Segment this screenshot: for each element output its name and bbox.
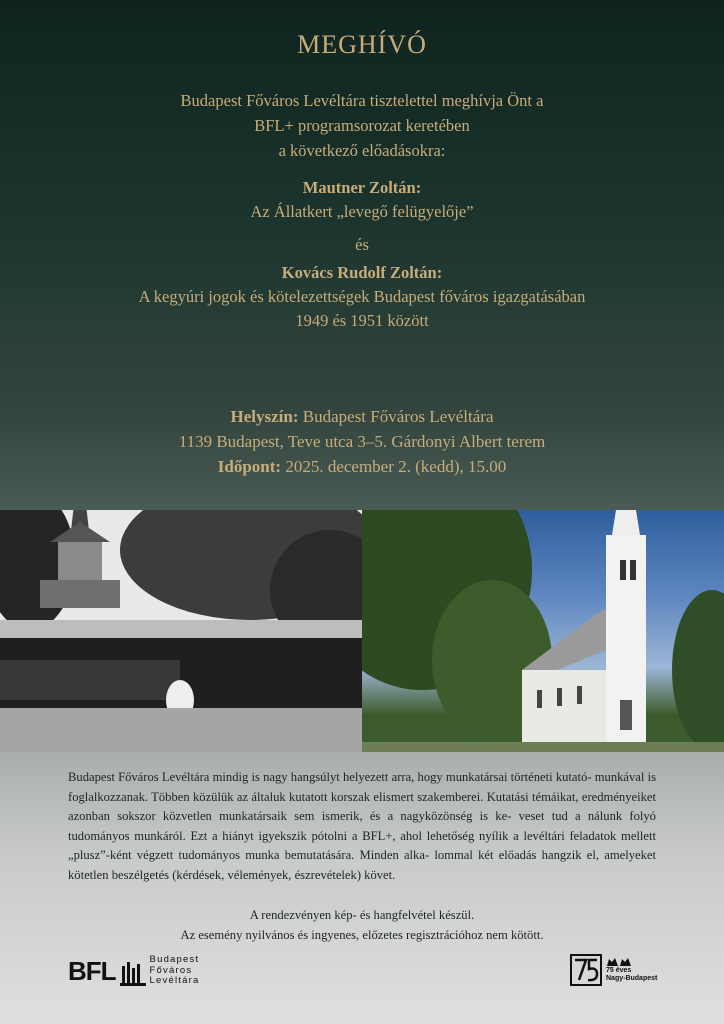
building-skyline-icon (120, 956, 146, 986)
description-line-5: nyílik a levéltári feladatok mellett „plusz”-ként végzett tudományos munka bemutatására. Minden alka- (68, 828, 656, 862)
bfl-logo-line-2: Főváros (149, 964, 193, 976)
nagy-budapest-label: Nagy-Budapest (606, 975, 658, 982)
photo-strip (0, 450, 724, 752)
description-line-1: Budapest Főváros Levéltára mindig is nagy hangsúlyt helyezett arra, hogy munkatársai történeti kutató- (68, 770, 592, 784)
zoo-pavilion-illustration (0, 510, 362, 752)
invitation-title: MEGHÍVÓ (297, 30, 427, 59)
talk-2-title-line-1: A kegyúri jogok és kötelezettségek Budapest főváros igazgatásában (138, 287, 586, 306)
venue-address: 1139 Budapest, Teve utca 3–5. Gárdonyi Albert terem (178, 432, 546, 451)
description-paragraph (68, 768, 656, 885)
nagy-budapest-logo-text (606, 967, 657, 984)
venue-name: Budapest Főváros Levéltára (302, 407, 494, 426)
talk-1 (0, 176, 724, 224)
event-time: 2025. december 2. (kedd), 15.00 (285, 457, 507, 476)
intro-line-1: Budapest Főváros Levéltára tisztelettel meghívja Önt a (180, 91, 544, 110)
coat-of-arms-icon (606, 957, 632, 967)
intro-line-3: a következő előadásokra: (278, 141, 446, 160)
notice-block (0, 906, 724, 945)
bfl-logo-line-3: Levéltára (149, 975, 200, 987)
anniversary-label: 75 éves (606, 966, 632, 974)
description-line-4: veset tud a nálunk folyó tudományos munkáról. Ezt a hiányt igyekszik pótolni a BFL+, ahol lehetőség (68, 809, 656, 843)
church-photo (362, 510, 724, 752)
description-line-2: munkával is foglalkozzanak. Többen közülük az általuk kutatott korszak elismert szakemberei. Kutatási (68, 770, 657, 804)
talk-1-title: Az Állatkert „levegő felügyelője” (250, 202, 474, 221)
bfl-logo-text (150, 955, 200, 987)
time-label: Időpont: (217, 457, 282, 476)
free-entry-notice: Az esemény nyilvános és ingyenes, előzetes regisztrációhoz nem kötött. (180, 927, 544, 942)
seventy-five-emblem-icon (570, 954, 602, 986)
bfl-logo-line-1: Budapest (149, 954, 200, 966)
intro-text (0, 88, 724, 163)
recording-notice: A rendezvényen kép- és hangfelvétel készül. (249, 908, 475, 922)
description-line-3: témáikat, eredményeiket azonban sokszor közvetlen munkatársaik sem ismerik, és a nagyközönség is ke- (68, 789, 656, 823)
bfl-logo-mark: BFL (68, 956, 116, 986)
nagy-budapest-75-logo (570, 952, 657, 988)
venue-label: Helyszín: (230, 407, 299, 426)
description-line-6: lommal két előadás hangzik el, amelyeket kötetlen beszélgetés (kérdések, vélemények, észrevételek) követ. (68, 848, 656, 882)
venue-line (0, 404, 724, 429)
church-illustration (362, 510, 724, 752)
talk-2 (0, 261, 724, 333)
and-separator: és (355, 235, 369, 254)
talk-2-speaker: Kovács Rudolf Zoltán: (281, 263, 443, 282)
talk-1-speaker: Mautner Zoltán: (302, 178, 422, 197)
talk-2-title-line-2: 1949 és 1951 között (295, 311, 429, 330)
intro-line-2: BFL+ programsorozat keretében (254, 116, 470, 135)
zoo-pavilion-photo (0, 510, 362, 752)
bfl-logo (68, 954, 199, 988)
